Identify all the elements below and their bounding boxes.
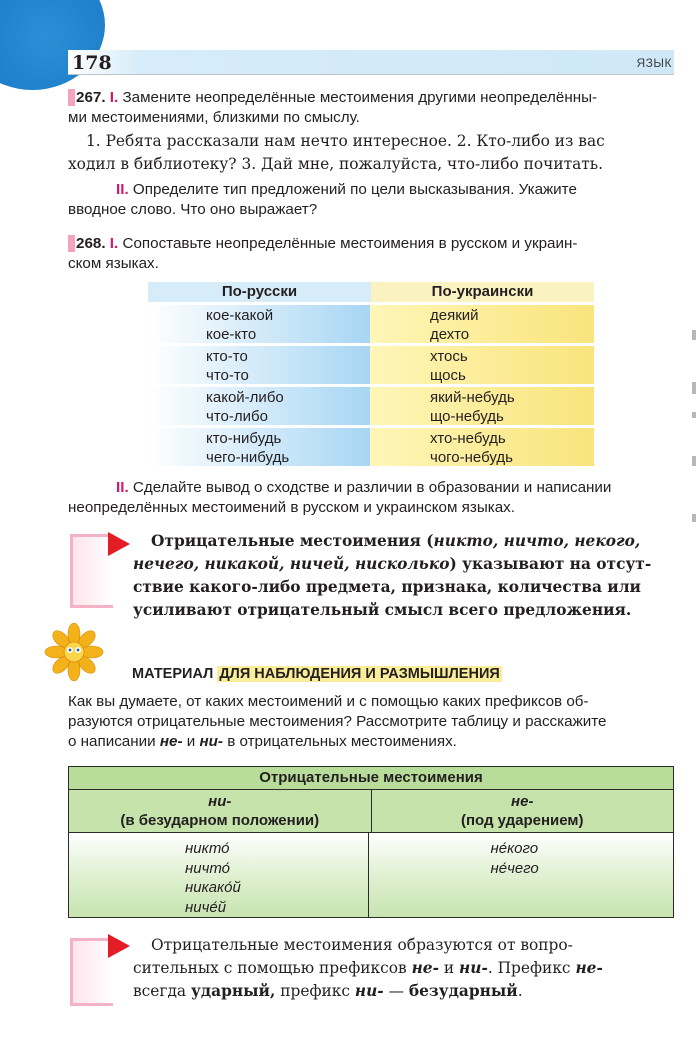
task-part-label: II. (116, 181, 129, 198)
dandelion-icon (44, 622, 104, 682)
exercise-sentence: 1. Ребята рассказали нам нечто интересное. 2. Кто-либо из вас (86, 132, 605, 150)
russian-cell: кое-какой кое-кто (148, 305, 370, 343)
task-text: вводное слово. Что оно выражает? (68, 201, 318, 218)
ukrainian-cell: хто-небудь чого-небудь (370, 428, 594, 466)
column-header-ukrainian: По-украински (371, 282, 594, 302)
russian-cell: кто-нибудь чего-нибудь (148, 428, 370, 466)
ne-words-cell: не́кого не́чего (369, 833, 674, 917)
pronoun-comparison-table (148, 282, 594, 466)
material-heading: МАТЕРИАЛ ДЛЯ НАБЛЮДЕНИЯ И РАЗМЫШЛЕНИЯ (132, 666, 500, 682)
edge-mark (692, 514, 696, 522)
column-header-ne: не- (под ударением) (460, 793, 584, 829)
task-part-label: I. (109, 235, 119, 252)
table-header (69, 790, 673, 833)
edge-mark (692, 330, 696, 340)
corner-decoration (0, 0, 105, 90)
table-body (69, 833, 673, 917)
material-question: Как вы думаете, от каких местоимений и с помощью каких префиксов об- разуются отрицательные местоимения? Рассмотрите таблицу и расскажите о написании не- и ни- в отрицательных местоимениях. (68, 693, 607, 750)
russian-cell: кто-то что-то (148, 346, 370, 384)
exercise-sentence: ходил в библиотеку? 3. Дай мне, пожалуйста, что-либо почитать. (68, 155, 604, 173)
table-header (148, 282, 594, 302)
russian-cell: какой-либо что-либо (148, 387, 370, 425)
exercise-267-task1 (68, 88, 674, 128)
ukrainian-cell: хтось щось (370, 346, 594, 384)
column-header-ni: ни- (в безударном положении) (69, 790, 372, 832)
task-text: Замените неопределённые местоимения другими неопределённы- (122, 89, 598, 106)
exercise-268-task2 (68, 478, 674, 518)
task-part-label: I. (109, 89, 119, 106)
ni-words-cell: никто́ ничто́ никако́й ниче́й (69, 833, 369, 917)
header-divider (68, 74, 674, 75)
exercise-number: 268. (68, 235, 106, 252)
exercise-267-text (68, 130, 674, 176)
table-row (148, 346, 594, 384)
exercise-number: 267. (68, 89, 106, 106)
table-row (148, 387, 594, 425)
ukrainian-cell: який-небудь що-небудь (370, 387, 594, 425)
negative-pronouns-table (68, 766, 674, 918)
task-part-label: II. (116, 479, 129, 496)
ukrainian-cell: деякий дехто (370, 305, 594, 343)
rule-marker (70, 938, 113, 1006)
edge-mark (692, 456, 696, 466)
task-text: Сделайте вывод о сходстве и различии в образовании и написании (132, 479, 612, 496)
task-text: неопределённых местоимений в русском и украинском языках. (68, 499, 515, 516)
rule-negative-pronouns-formation: Отрицательные местоимения образуются от вопро- сительных с помощью префиксов не- и ни-. Префикс не- всегда ударный, префикс ни- — безударный. (133, 936, 603, 1000)
rule-arrow-icon (108, 934, 130, 958)
table-row (148, 428, 594, 466)
edge-mark (692, 382, 696, 394)
task-text: Определите тип предложений по цели высказывания. Укажите (132, 181, 577, 198)
task-text: Сопоставьте неопределённые местоимения в русском и украин- (122, 235, 578, 252)
table-row (148, 305, 594, 343)
section-title: ЯЗЫК (636, 56, 672, 70)
header-band (68, 50, 674, 74)
column-header-russian: По-русски (148, 282, 371, 302)
rule-negative-pronouns-definition: Отрицательные местоимения (никто, ничто, некого, нечего, никакой, ничей, нисколько) указывают на отсут- ствие какого-либо предмета, признака, количества или усиливают отрицательный смысл всего предложения. (133, 532, 652, 619)
rule-arrow-icon (108, 532, 130, 556)
table-title: Отрицательные местоимения (69, 767, 673, 790)
page-number: 178 (72, 52, 112, 74)
exercise-267-task2 (68, 180, 674, 220)
edge-mark (692, 412, 696, 418)
exercise-268-task1 (68, 234, 674, 274)
rule-marker (70, 534, 113, 608)
task-text: ском языках. (68, 255, 159, 272)
task-text: ми местоимениями, близкими по смыслу. (68, 109, 360, 126)
